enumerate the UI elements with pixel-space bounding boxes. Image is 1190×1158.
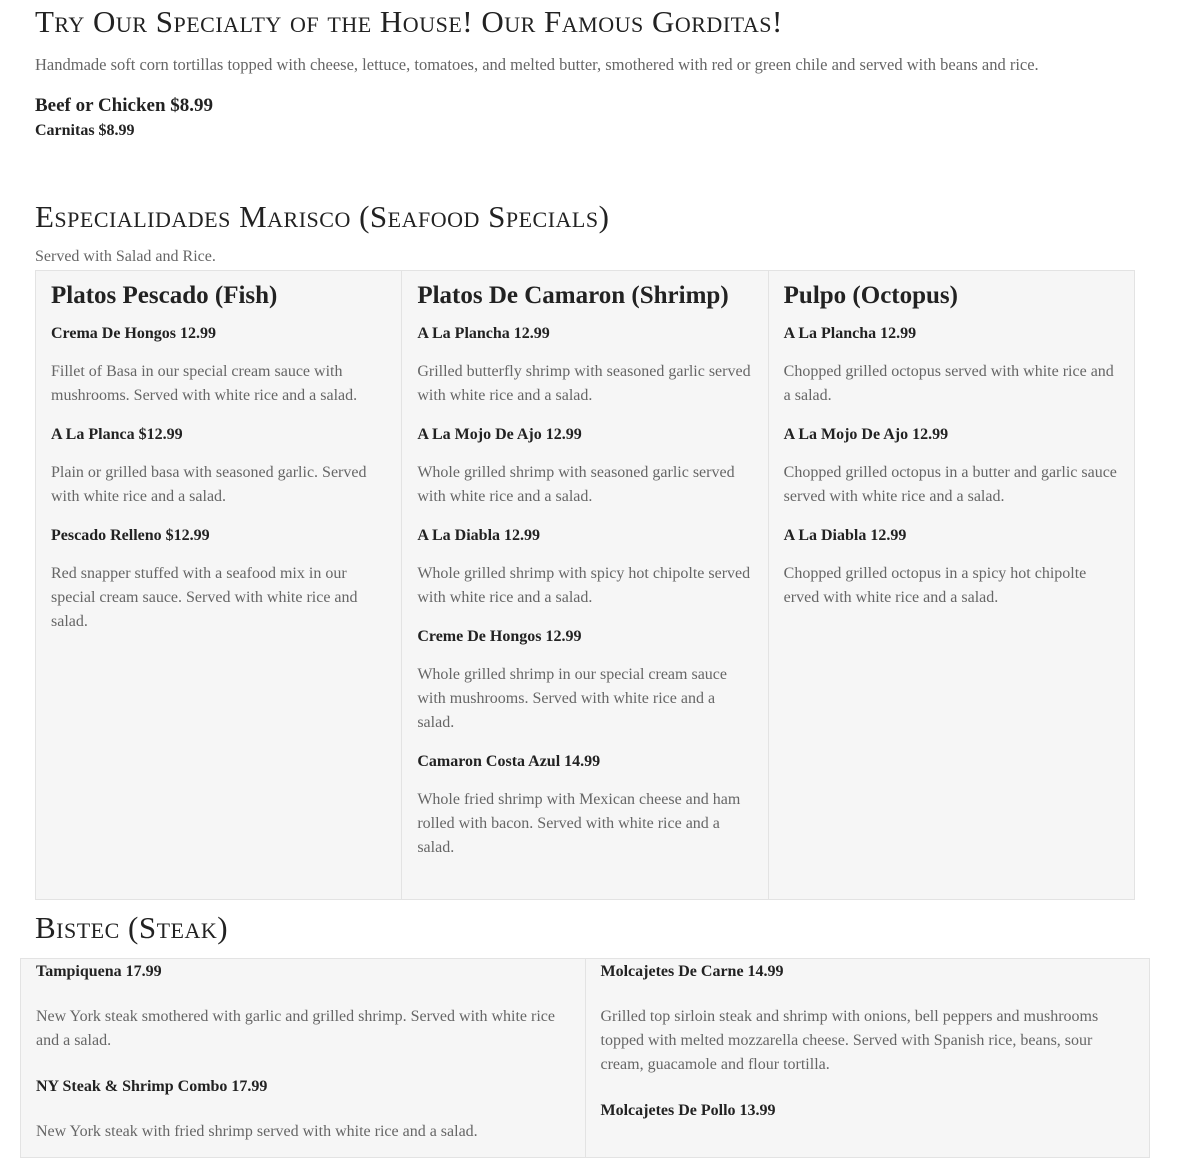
menu-item-description: Whole grilled shrimp with spicy hot chipolte served with white rice and a salad. xyxy=(417,565,751,607)
menu-item-name: A La Plancha 12.99 xyxy=(783,324,917,342)
menu-item-description: New York steak with fried shrimp served with white rice and a salad. xyxy=(36,1123,478,1141)
menu-item-name: Molcajetes De Pollo 13.99 xyxy=(600,1102,776,1120)
menu-column-octopus xyxy=(769,271,1134,899)
menu-item-name: Molcajetes De Carne 14.99 xyxy=(600,963,784,980)
menu-item-description: Chopped grilled octopus in a butter and garlic sauce served with white rice and a salad. xyxy=(783,463,1117,505)
menu-item-description: Whole grilled shrimp with seasoned garlic served with white rice and a salad. xyxy=(417,463,735,505)
gorditas-heading: Try Our Specialty of the House! Our Famous Gorditas! xyxy=(35,4,783,39)
menu-item-name: A La Diabla 12.99 xyxy=(417,526,541,544)
menu-item-description: Red snapper stuffed with a seafood mix in our special cream sauce. Served with white rice and salad. xyxy=(51,565,358,631)
menu-item-name: A La Diabla 12.99 xyxy=(783,526,907,544)
seafood-menu-grid xyxy=(35,270,1135,900)
steak-heading: Bistec (Steak) xyxy=(35,910,229,945)
menu-item-name: A La Plancha 12.99 xyxy=(417,324,550,342)
menu-item-description: Chopped grilled octopus served with white rice and a salad. xyxy=(783,362,1114,404)
menu-item-name: A La Mojo De Ajo 12.99 xyxy=(417,425,582,443)
menu-item-name: Camaron Costa Azul 14.99 xyxy=(417,753,601,771)
menu-item-description: Grilled butterfly shrimp with seasoned garlic served with white rice and a salad. xyxy=(417,362,751,404)
column-title: Platos Pescado (Fish) xyxy=(51,282,278,309)
menu-item-description: Whole fried shrimp with Mexican cheese and ham rolled with bacon. Served with white rice and a salad. xyxy=(417,791,741,857)
menu-item-name: Tampiquena 17.99 xyxy=(36,963,162,980)
menu-item-name: A La Mojo De Ajo 12.99 xyxy=(783,425,949,443)
menu-item-name: Crema De Hongos 12.99 xyxy=(51,324,217,342)
menu-item-description: New York steak smothered with garlic and grilled shrimp. Served with white rice and a salad. xyxy=(36,1008,555,1050)
menu-item-description: Grilled top sirloin steak and shrimp with onions, bell peppers and mushrooms topped with melted mozzarella cheese. Served with Spanish rice, beans, sour cream, guacamole and flour tortilla. xyxy=(600,1008,1099,1074)
menu-item-name: A La Planca $12.99 xyxy=(51,425,183,443)
menu-item-description: Plain or grilled basa with seasoned garlic. Served with white rice and a salad. xyxy=(51,463,367,505)
menu-item-description: Fillet of Basa in our special cream sauce with mushrooms. Served with white rice and a salad. xyxy=(51,362,358,404)
seafood-heading: Especialidades Marisco (Seafood Specials) xyxy=(35,199,610,234)
column-title: Pulpo (Octopus) xyxy=(783,282,958,309)
menu-item-name: Creme De Hongos 12.99 xyxy=(417,628,582,646)
steak-menu-grid xyxy=(20,958,1150,1158)
gorditas-price-beef-chicken: Beef or Chicken $8.99 xyxy=(35,95,214,116)
menu-column-fish xyxy=(36,271,402,899)
menu-item-description: Whole grilled shrimp in our special cream sauce with mushrooms. Served with white rice and a salad. xyxy=(417,666,727,732)
menu-column-shrimp xyxy=(402,271,768,899)
gorditas-description: Handmade soft corn tortillas topped with cheese, lettuce, tomatoes, and melted butter, smothered with red or green chile and served with beans and rice. xyxy=(35,55,1039,74)
gorditas-price-carnitas: Carnitas $8.99 xyxy=(35,122,135,139)
column-title: Platos De Camaron (Shrimp) xyxy=(417,282,729,309)
seafood-note: Served with Salad and Rice. xyxy=(35,248,216,265)
steak-column-left xyxy=(21,959,586,1157)
menu-item-name: Pescado Relleno $12.99 xyxy=(51,526,210,544)
menu-item-description: Chopped grilled octopus in a spicy hot chipolte erved with white rice and a salad. xyxy=(783,565,1087,607)
steak-column-right xyxy=(586,959,1150,1157)
menu-item-name: NY Steak & Shrimp Combo 17.99 xyxy=(36,1078,268,1096)
